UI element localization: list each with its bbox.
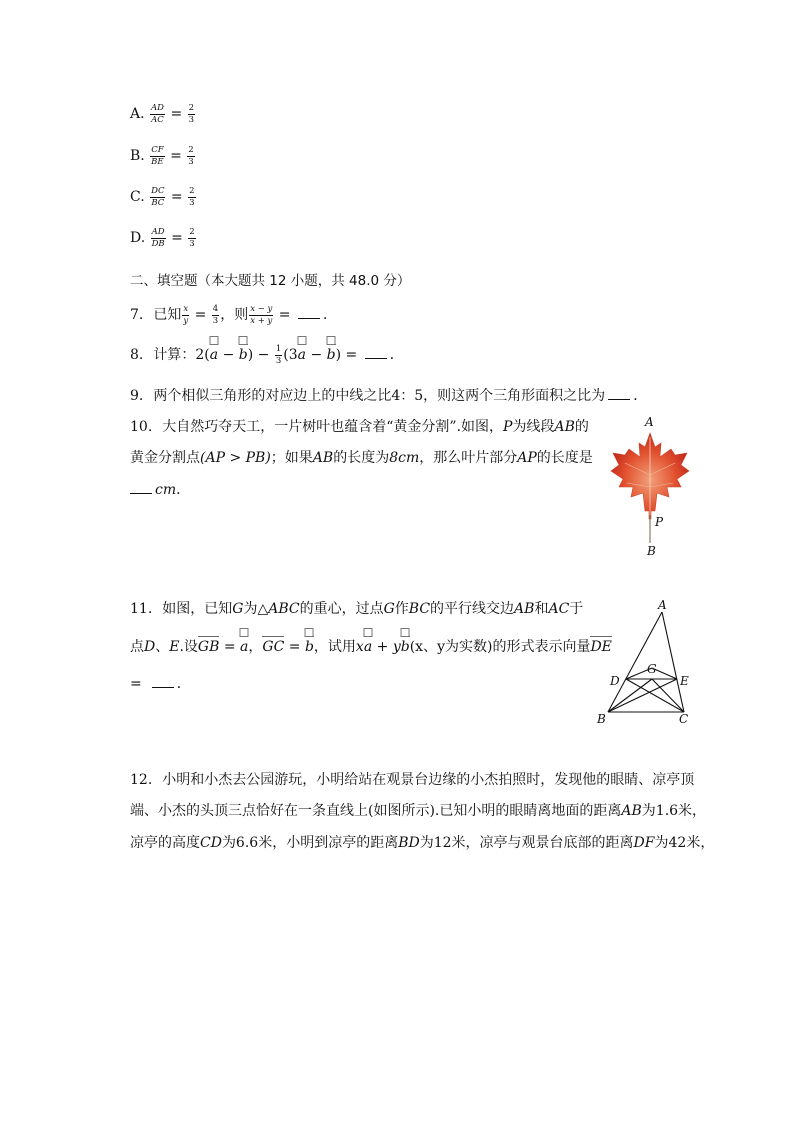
- option-a: A. $\frac{AD}{AC}$ = $\frac{2}{3}$: [130, 103, 195, 125]
- figure-label-c: C: [679, 712, 689, 726]
- question-10-line-1: 10. 大自然巧夺天工，一片树叶也蕴含着“黄金分割”.如图，P为线段AB的: [130, 419, 589, 435]
- option-a-fraction: $\frac{AD}{AC}$: [151, 103, 164, 125]
- figure-label-d: D: [610, 674, 620, 688]
- figure-label-e: E: [680, 674, 689, 688]
- option-b-fraction: $\frac{CF}{BE}$: [151, 145, 164, 167]
- figure-label-g: G: [647, 662, 657, 676]
- maple-leaf-figure: [605, 415, 695, 560]
- question-11-line-3: = ．: [130, 676, 191, 692]
- question-9: 9. 两个相似三角形的对应边上的中线之比4：5，则这两个三角形面积之比为 ．: [130, 388, 648, 404]
- option-c: C. $\frac{DC}{BC}$ = $\frac{2}{3}$: [130, 186, 195, 208]
- question-10-line-2: 黄金分割点(AP > PB)；如果AB的长度为8cm，那么叶片部分AP的长度是: [130, 450, 593, 466]
- question-12-line-1: 12. 小明和小杰去公园游玩，小明给站在观景台边缘的小杰拍照时，发现他的眼睛、凉亭顶: [130, 772, 695, 788]
- question-12-line-2: 端、小杰的头顶三点恰好在一条直线上(如图所示).已知小明的眼睛离地面的距离AB为1.6米，: [130, 803, 707, 819]
- triangle-figure: [594, 598, 698, 730]
- answer-blank: [298, 306, 320, 319]
- question-10-line-3: cm．: [130, 479, 190, 499]
- option-b: B. $\frac{CF}{BE}$ = $\frac{2}{3}$: [130, 145, 194, 167]
- question-11-line-1: 11. 如图，已知G为△ABC的重心，过点G作BC的平行线交边AB和AC于: [130, 601, 584, 617]
- question-8: 8. 计算：2( a − b) − $\frac{1}{3}$ (3 a − b) = ．: [130, 344, 404, 365]
- question-12-line-3: 凉亭的高度CD为6.6米，小明到凉亭的距离BD为12米，凉亭与观景台底部的距离DF为42米，: [130, 835, 715, 851]
- option-d: D. $\frac{AD}{DB}$ = $\frac{2}{3}$: [130, 227, 195, 249]
- figure-label-b: B: [597, 712, 606, 726]
- answer-blank: [608, 387, 630, 400]
- figure-label-a: A: [645, 415, 654, 429]
- triangle-diagram-icon: [594, 598, 698, 730]
- question-11-line-2: 点D、E.设GB = a，GC = b，试用x a + y b(x、y为实数)的形式表示向量DE: [130, 636, 612, 656]
- section-title: 二、填空题（本大题共 12 小题，共 48.0 分）: [130, 273, 411, 289]
- figure-label-p: P: [655, 515, 664, 529]
- question-7: 7. 已知 $\frac{x}{y}$ = $\frac{4}{3}$ ，则 $\frac{x - y}{x + y}$ = ．: [130, 304, 337, 326]
- figure-label-b: B: [647, 544, 656, 558]
- answer-blank: [365, 346, 387, 359]
- maple-leaf-icon: [605, 415, 695, 560]
- figure-label-a: A: [658, 598, 667, 612]
- option-d-fraction: $\frac{AD}{DB}$: [151, 227, 165, 249]
- answer-blank: [152, 675, 174, 688]
- option-c-fraction: $\frac{DC}{BC}$: [151, 186, 165, 208]
- answer-blank: [130, 481, 152, 494]
